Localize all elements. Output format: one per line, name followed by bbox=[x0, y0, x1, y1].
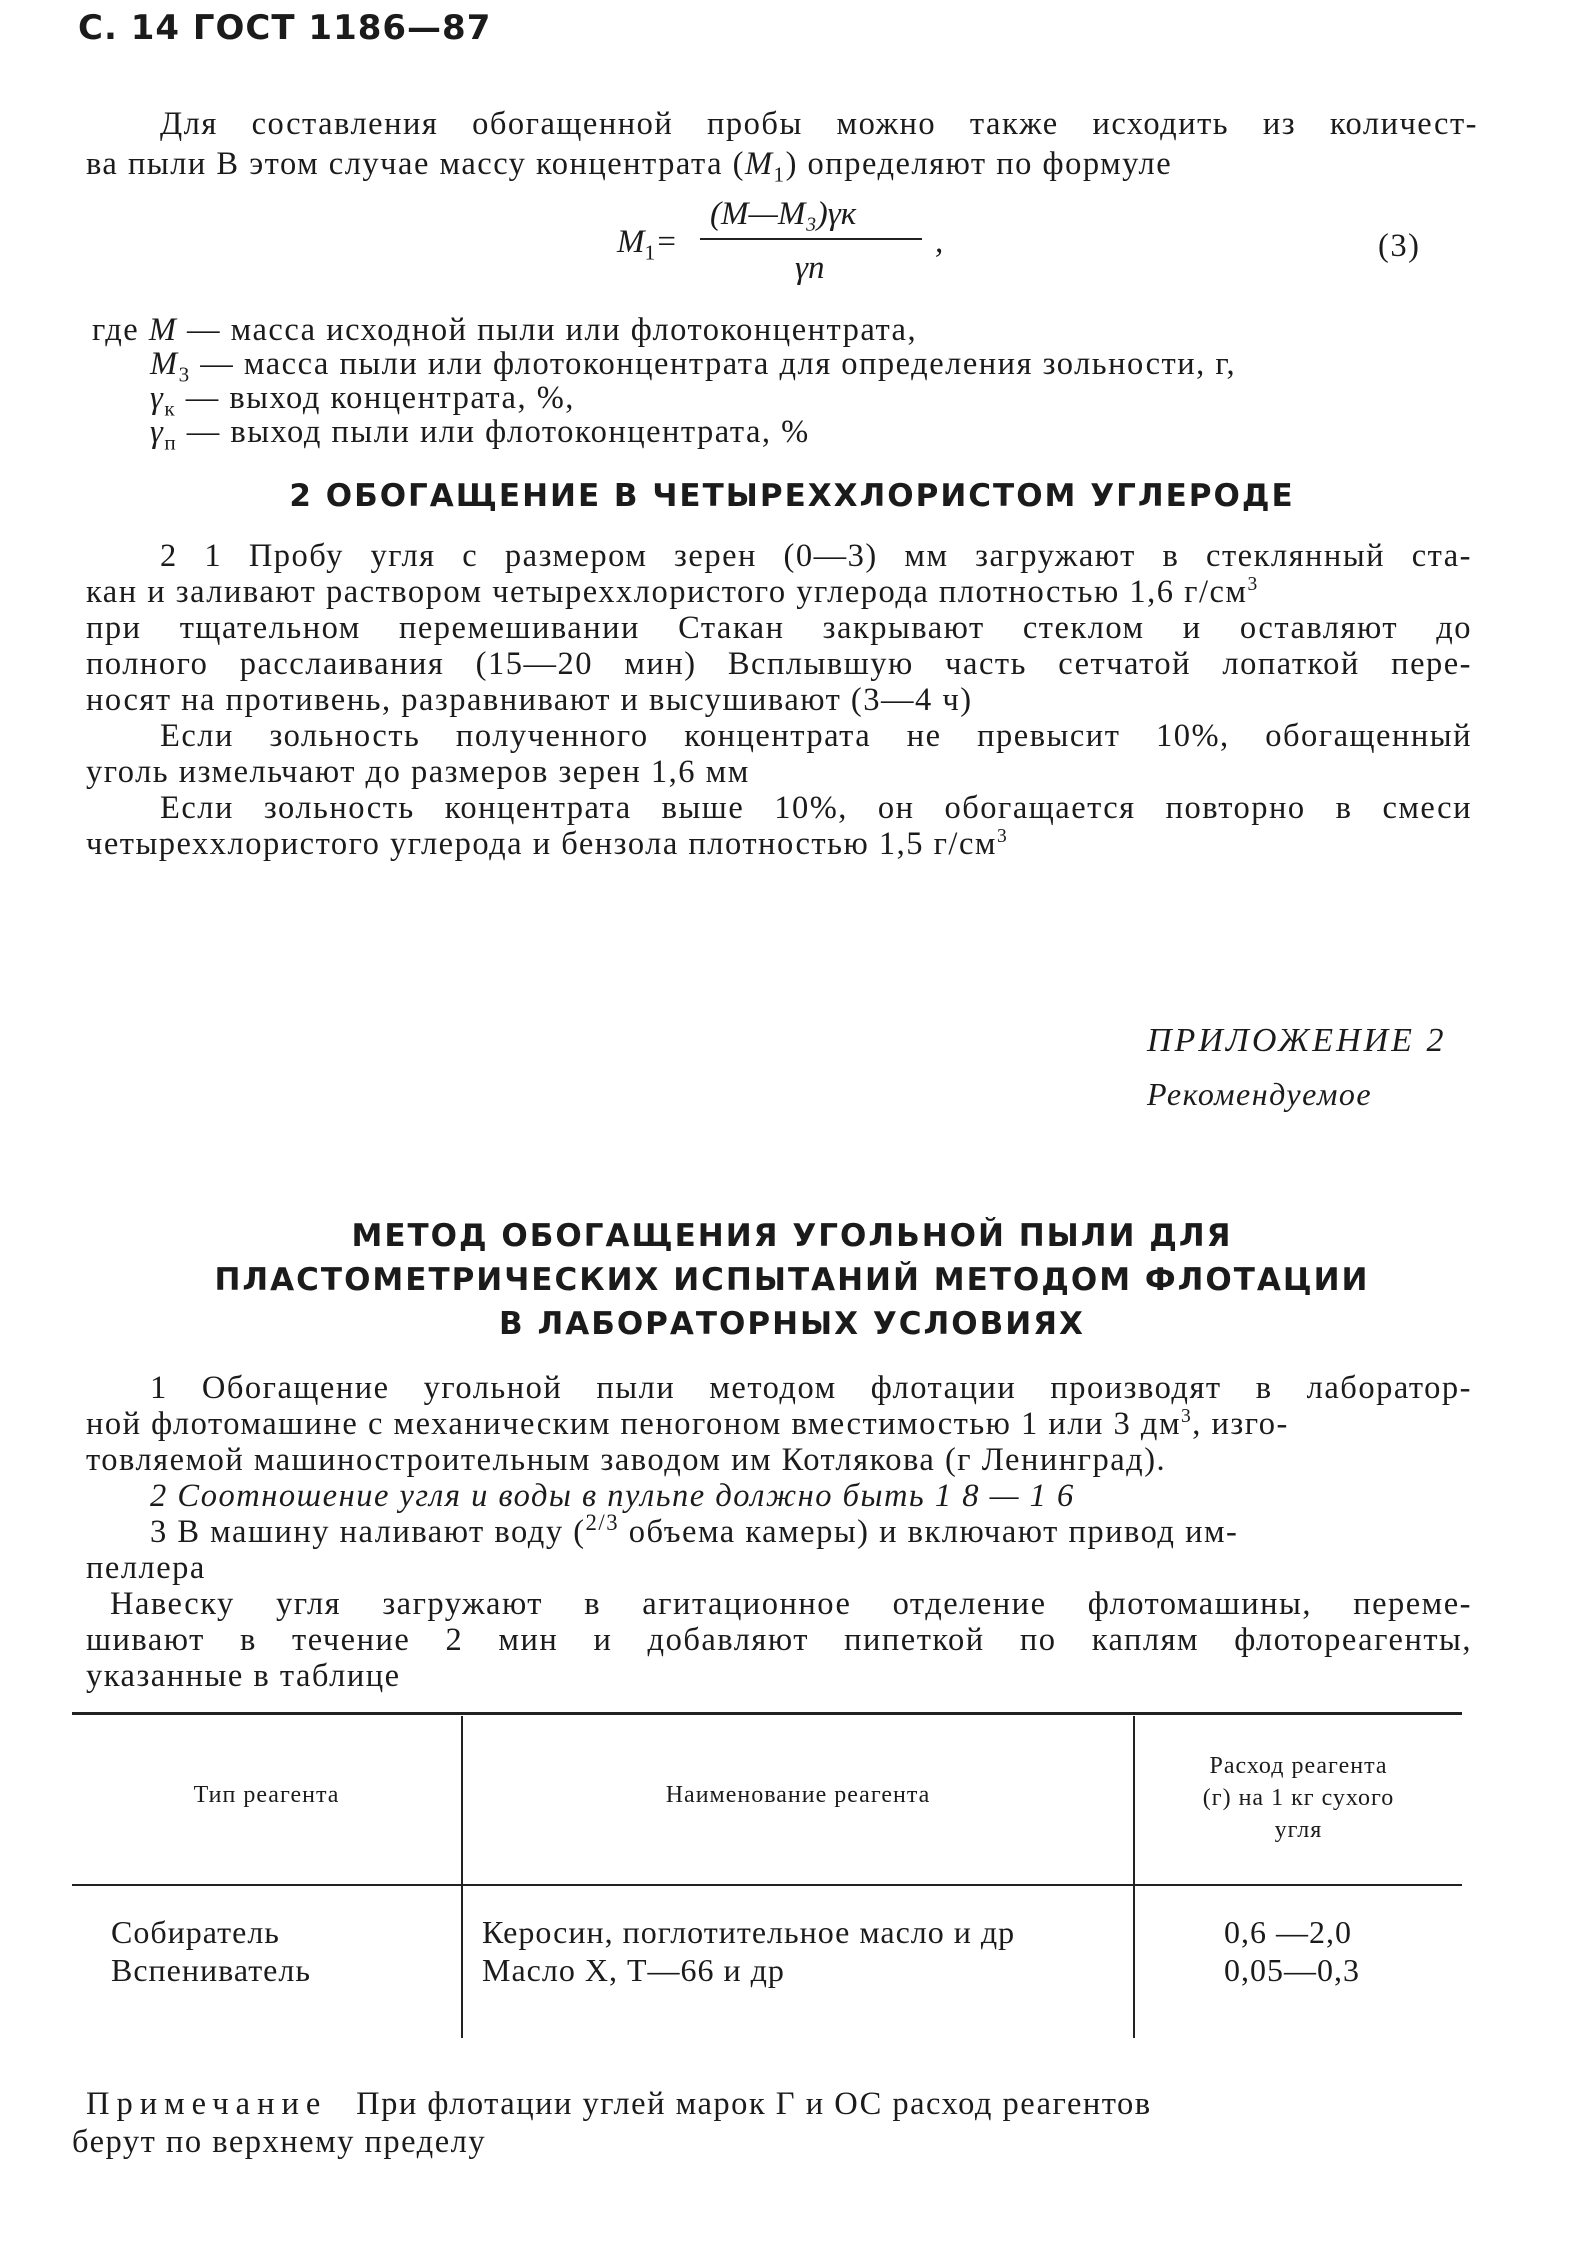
table-col-divider-1 bbox=[461, 1716, 463, 2038]
s2-p1-line-1: кан и заливают раствором четыреххлористого углерода плотностью 1,6 $г/см^3$ bbox=[86, 574, 1259, 610]
s2-p1-line-2: при тщательном перемешивании Стакан закрывают стеклом и оставляют до bbox=[86, 610, 1472, 646]
m-p4-line-2: указанные в таблице bbox=[86, 1658, 401, 1694]
table-row-0-type: Собиратель bbox=[111, 1914, 280, 1950]
m-p3-line-0: 3 В машину наливают воду (2/3 объема камеры) и включают привод им- bbox=[150, 1510, 1239, 1550]
m-p1-line-1: ной флотомашине с механическим пеногоном вместимостью 1 или 3 $дм^3$, изго- bbox=[86, 1406, 1289, 1442]
s2-p2-line-1: уголь измельчают до размеров зерен 1,6 мм bbox=[86, 754, 750, 790]
legend-item-1: $M_3$ — масса пыли или флотоконцентрата для определения зольности, г, bbox=[150, 346, 1237, 387]
table-row-0-rate: 0,6 —2,0 bbox=[1224, 1914, 1352, 1950]
s2-p3-line-0: Если зольность концентрата выше 10%, он обогащается повторно в смеси bbox=[160, 790, 1472, 826]
table-row-0-name: Керосин, поглотительное масло и др bbox=[482, 1914, 1016, 1950]
method-title-line-1: ПЛАСТОМЕТРИЧЕСКИХ ИСПЫТАНИЙ МЕТОДОМ ФЛОТАЦИИ bbox=[214, 1262, 1370, 1298]
method-title-line-0: МЕТОД ОБОГАЩЕНИЯ УГОЛЬНОЙ ПЫЛИ ДЛЯ bbox=[351, 1218, 1233, 1254]
m-p4-line-0: Навеску угля загружают в агитационное отделение флотомашины, переме- bbox=[110, 1586, 1472, 1622]
section-2-title: 2 ОБОГАЩЕНИЕ В ЧЕТЫРЕХХЛОРИСТОМ УГЛЕРОДЕ bbox=[289, 478, 1295, 514]
m-p2: 2 Соотношение угля и воды в пульпе должно быть 1 8 — 1 6 bbox=[150, 1478, 1075, 1514]
s2-p1-line-0: 2 1 Пробу угля с размером зерен (0—3) мм загружают в стеклянный ста- bbox=[160, 538, 1472, 574]
s2-p3-line-1: четыреххлористого углерода и бензола плотностью 1,5 $г/см^3$ bbox=[86, 826, 1009, 862]
m-p1-line-2: товляемой машиностроительным заводом им Котлякова (г Ленинград). bbox=[86, 1442, 1167, 1478]
note: Примечание При флотации углей марок Г и ОС расход реагентов bbox=[86, 2086, 1152, 2122]
formula-comma: , bbox=[935, 224, 944, 260]
table-row-1-type: Вспениватель bbox=[111, 1952, 311, 1988]
fraction-bar bbox=[700, 238, 922, 240]
appendix-status: Рекомендуемое bbox=[1147, 1076, 1373, 1112]
table-row-1-name: Масло X, Т—66 и др bbox=[482, 1952, 785, 1988]
appendix-label: ПРИЛОЖЕНИЕ 2 bbox=[1147, 1022, 1447, 1059]
formula-denominator: γп bbox=[795, 250, 825, 286]
intro-line-1: Для составления обогащенной пробы можно также исходить из количест- bbox=[160, 106, 1478, 142]
table-header-rate: Расход реагента (г) на 1 кг сухого угля bbox=[1202, 1753, 1395, 1843]
intro-line-2: ва пыли В этом случае массу концентрата $(M_1)$ определяют по формуле bbox=[86, 146, 1173, 187]
legend-item-2: $\gamma_к$ — выход концентрата, %, bbox=[150, 380, 575, 421]
table-header-type: Тип реагента bbox=[193, 1782, 340, 1808]
s2-p1-line-4: носят на противень, разравнивают и высушивают (3—4 ч) bbox=[86, 682, 973, 718]
formula-number: (3) bbox=[1378, 228, 1421, 264]
page-header: С. 14 ГОСТ 1186—87 bbox=[78, 8, 492, 48]
formula-lhs: $M_1=$ bbox=[617, 224, 678, 265]
table-row-1-rate: 0,05—0,3 bbox=[1224, 1952, 1360, 1988]
table-top-rule bbox=[72, 1712, 1462, 1715]
legend-item-3: $\gamma_п$ — выход пыли или флотоконцентрата, % bbox=[150, 414, 810, 455]
m-p4-line-1: шивают в течение 2 мин и добавляют пипеткой по каплям флотореагенты, bbox=[86, 1622, 1472, 1658]
method-title-line-2: В ЛАБОРАТОРНЫХ УСЛОВИЯХ bbox=[499, 1306, 1085, 1342]
table-header-name: Наименование реагента bbox=[665, 1782, 931, 1808]
formula-numerator: (M—M₃)γк bbox=[710, 196, 857, 232]
m-p3-line-1: пеллера bbox=[86, 1550, 206, 1586]
note-line-2: берут по верхнему пределу bbox=[72, 2124, 487, 2160]
s2-p2-line-0: Если зольность полученного концентрата не превысит 10%, обогащенный bbox=[160, 718, 1472, 754]
m-p1-line-0: 1 Обогащение угольной пыли методом флотации производят в лаборатор- bbox=[150, 1370, 1472, 1406]
legend-item-0: где M — масса исходной пыли или флотоконцентрата, bbox=[92, 312, 918, 348]
table-header-rule bbox=[72, 1884, 1462, 1886]
s2-p1-line-3: полного расслаивания (15—20 мин) Всплывшую часть сетчатой лопаткой пере- bbox=[86, 646, 1472, 682]
